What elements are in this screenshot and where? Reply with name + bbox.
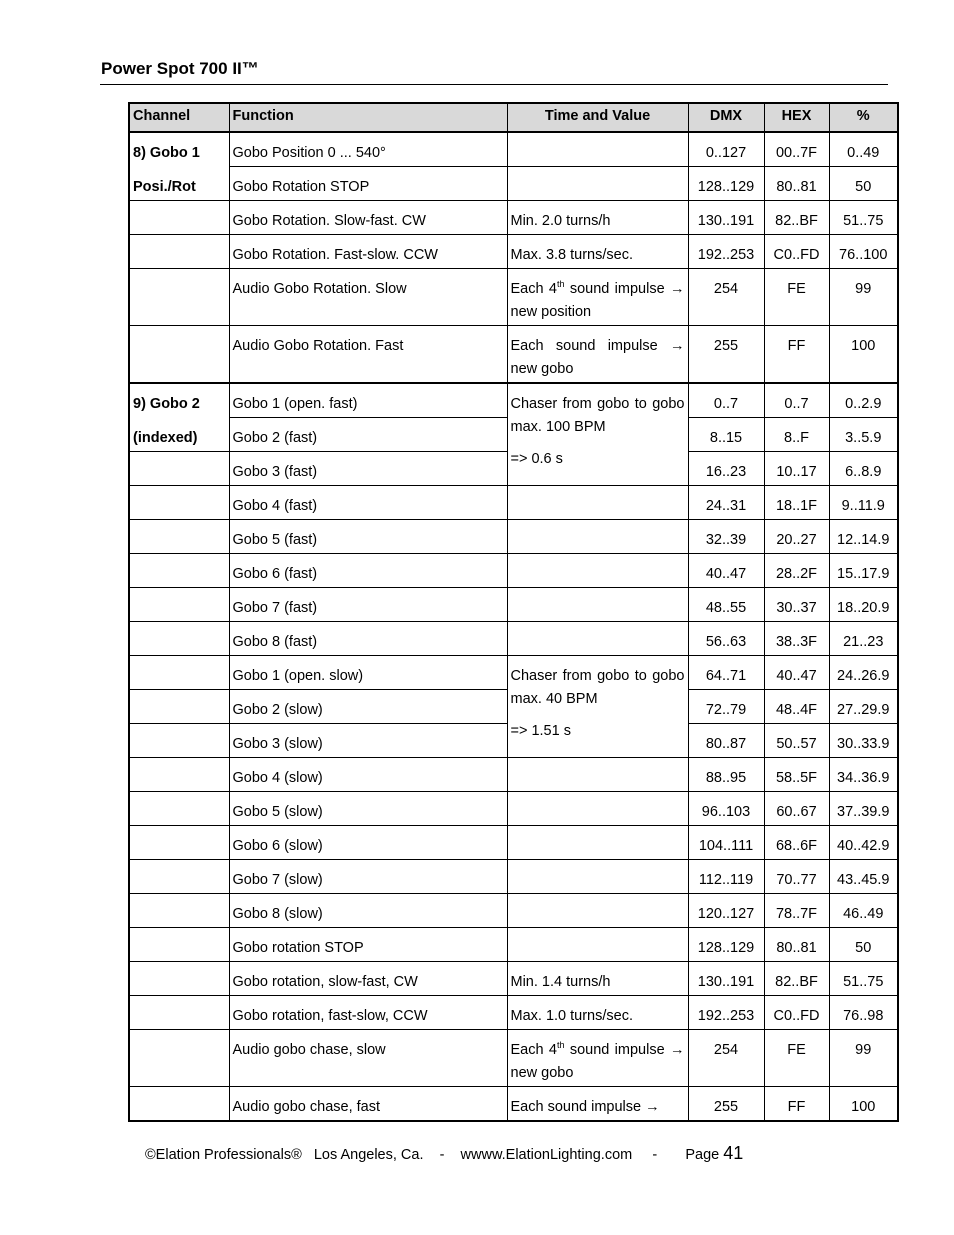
time-value-cell: Min. 1.4 turns/h (507, 962, 688, 996)
function-cell: Gobo rotation, slow-fast, CW (229, 962, 507, 996)
channel-cell (129, 894, 229, 928)
percent-cell: 50 (829, 928, 898, 962)
hex-cell: C0..FD (764, 235, 829, 269)
table-row (129, 383, 898, 418)
dmx-cell: 16..23 (688, 452, 764, 486)
function-cell: Gobo 4 (slow) (229, 758, 507, 792)
ordinal-suffix: th (556, 279, 565, 290)
hex-cell: 82..BF (764, 962, 829, 996)
table-row (129, 622, 898, 656)
dmx-cell: 8..15 (688, 418, 764, 452)
hex-cell: 68..6F (764, 826, 829, 860)
function-cell: Gobo 3 (fast) (229, 452, 507, 486)
table-row (129, 235, 898, 269)
hex-cell: 40..47 (764, 656, 829, 690)
document-title: Power Spot 700 II™ (101, 59, 259, 78)
time-value-cell: Max. 3.8 turns/sec. (507, 235, 688, 269)
time-value-cell (507, 269, 688, 326)
column-header-percent: % (829, 103, 898, 132)
function-cell: Gobo 1 (open. fast) (229, 383, 507, 418)
ordinal-suffix: th (556, 1040, 565, 1051)
column-header-time-value: Time and Value (507, 103, 688, 132)
table-row (129, 826, 898, 860)
table-row (129, 486, 898, 520)
function-cell: Audio Gobo Rotation. Fast (229, 326, 507, 384)
dmx-cell: 130..191 (688, 201, 764, 235)
channel-cell (129, 928, 229, 962)
channel-cell (129, 996, 229, 1030)
table-row (129, 962, 898, 996)
hex-cell: 50..57 (764, 724, 829, 758)
channel-cell (129, 235, 229, 269)
column-header-dmx: DMX (688, 103, 764, 132)
time-value-cell: Max. 1.0 turns/sec. (507, 996, 688, 1030)
channel-cell (129, 792, 229, 826)
table-row (129, 1087, 898, 1122)
page-footer (145, 1143, 743, 1164)
hex-cell: 30..37 (764, 588, 829, 622)
percent-cell: 99 (829, 269, 898, 326)
hex-cell: FF (764, 326, 829, 384)
time-value-cell (507, 520, 688, 554)
hex-cell: 48..4F (764, 690, 829, 724)
table-row (129, 269, 898, 326)
function-cell: Audio gobo chase, slow (229, 1030, 507, 1087)
channel-cell (129, 860, 229, 894)
hex-cell: 0..7 (764, 383, 829, 418)
function-cell: Gobo 3 (slow) (229, 724, 507, 758)
time-value-cell (507, 860, 688, 894)
hex-cell: FE (764, 269, 829, 326)
chaser-duration: => 0.6 s (510, 451, 563, 467)
percent-cell: 3..5.9 (829, 418, 898, 452)
hex-cell: 28..2F (764, 554, 829, 588)
hex-cell: 70..77 (764, 860, 829, 894)
percent-cell: 0..49 (829, 132, 898, 167)
channel-cell: 8) Gobo 1 (129, 132, 229, 167)
channel-cell (129, 452, 229, 486)
function-cell: Gobo 2 (slow) (229, 690, 507, 724)
table-row (129, 588, 898, 622)
percent-cell: 76..98 (829, 996, 898, 1030)
percent-cell: 46..49 (829, 894, 898, 928)
channel-cell (129, 622, 229, 656)
dmx-cell: 120..127 (688, 894, 764, 928)
function-cell: Gobo 6 (fast) (229, 554, 507, 588)
function-cell: Gobo 8 (fast) (229, 622, 507, 656)
table-row (129, 928, 898, 962)
channel-cell (129, 656, 229, 690)
percent-cell: 24..26.9 (829, 656, 898, 690)
table-row (129, 554, 898, 588)
time-value-cell (507, 826, 688, 860)
time-value-cell (507, 928, 688, 962)
dmx-cell: 72..79 (688, 690, 764, 724)
percent-cell: 100 (829, 326, 898, 384)
function-cell: Gobo 7 (fast) (229, 588, 507, 622)
chaser-duration: => 1.51 s (510, 723, 571, 739)
dmx-cell: 128..129 (688, 167, 764, 201)
function-cell: Gobo rotation STOP (229, 928, 507, 962)
dmx-cell: 80..87 (688, 724, 764, 758)
table-row (129, 167, 898, 201)
hex-cell: 80..81 (764, 167, 829, 201)
time-value-cell (507, 554, 688, 588)
dmx-cell: 128..129 (688, 928, 764, 962)
time-value-cell (507, 894, 688, 928)
function-cell: Gobo 2 (fast) (229, 418, 507, 452)
dmx-cell: 32..39 (688, 520, 764, 554)
dmx-cell: 112..119 (688, 860, 764, 894)
function-cell: Audio gobo chase, fast (229, 1087, 507, 1122)
time-value-cell (507, 486, 688, 520)
table-row (129, 792, 898, 826)
column-header-hex: HEX (764, 103, 829, 132)
table-header-row (129, 103, 898, 132)
dmx-cell: 192..253 (688, 235, 764, 269)
percent-cell: 50 (829, 167, 898, 201)
channel-cell (129, 554, 229, 588)
hex-cell: 18..1F (764, 486, 829, 520)
channel-cell (129, 269, 229, 326)
time-value-cell (507, 132, 688, 167)
dmx-cell: 192..253 (688, 996, 764, 1030)
function-cell: Gobo 8 (slow) (229, 894, 507, 928)
channel-cell: (indexed) (129, 418, 229, 452)
table-row (129, 326, 898, 384)
dmx-cell: 40..47 (688, 554, 764, 588)
hex-cell: 00..7F (764, 132, 829, 167)
percent-cell: 21..23 (829, 622, 898, 656)
function-cell: Gobo Position 0 ... 540° (229, 132, 507, 167)
percent-cell: 34..36.9 (829, 758, 898, 792)
dmx-cell: 96..103 (688, 792, 764, 826)
hex-cell: FE (764, 1030, 829, 1087)
percent-cell: 76..100 (829, 235, 898, 269)
percent-cell: 18..20.9 (829, 588, 898, 622)
chaser-fast-cell (507, 383, 688, 486)
hex-cell: 38..3F (764, 622, 829, 656)
time-value-text: sound impulse → new position (510, 281, 685, 320)
hex-cell: 20..27 (764, 520, 829, 554)
percent-cell: 40..42.9 (829, 826, 898, 860)
hex-cell: 10..17 (764, 452, 829, 486)
dmx-cell: 88..95 (688, 758, 764, 792)
chaser-description: Chaser from gobo to gobo max. 40 BPM (510, 668, 685, 707)
channel-cell (129, 326, 229, 384)
channel-cell (129, 962, 229, 996)
percent-cell: 43..45.9 (829, 860, 898, 894)
dmx-cell: 48..55 (688, 588, 764, 622)
percent-cell: 12..14.9 (829, 520, 898, 554)
table-row (129, 520, 898, 554)
chaser-slow-cell (507, 656, 688, 758)
hex-cell: 58..5F (764, 758, 829, 792)
hex-cell: 82..BF (764, 201, 829, 235)
channel-cell (129, 724, 229, 758)
percent-cell: 15..17.9 (829, 554, 898, 588)
hex-cell: 80..81 (764, 928, 829, 962)
hex-cell: 60..67 (764, 792, 829, 826)
time-value-cell: Min. 2.0 turns/h (507, 201, 688, 235)
dmx-cell: 254 (688, 269, 764, 326)
table-row (129, 996, 898, 1030)
channel-cell: Posi./Rot (129, 167, 229, 201)
table-row (129, 201, 898, 235)
dmx-cell: 255 (688, 1087, 764, 1122)
function-cell: Gobo Rotation. Slow-fast. CW (229, 201, 507, 235)
percent-cell: 37..39.9 (829, 792, 898, 826)
time-value-cell (507, 1030, 688, 1087)
time-value-text: Each 4 (510, 1042, 557, 1058)
hex-cell: FF (764, 1087, 829, 1122)
function-cell: Gobo 5 (slow) (229, 792, 507, 826)
channel-cell (129, 690, 229, 724)
function-cell: Gobo rotation, fast-slow, CCW (229, 996, 507, 1030)
channel-cell (129, 1087, 229, 1122)
function-cell: Gobo Rotation STOP (229, 167, 507, 201)
title-divider (100, 84, 888, 85)
dmx-cell: 24..31 (688, 486, 764, 520)
percent-cell: 99 (829, 1030, 898, 1087)
function-cell: Gobo Rotation. Fast-slow. CCW (229, 235, 507, 269)
table-row (129, 656, 898, 690)
dmx-cell: 0..127 (688, 132, 764, 167)
dmx-cell: 0..7 (688, 383, 764, 418)
function-cell: Gobo 5 (fast) (229, 520, 507, 554)
time-value-cell (507, 792, 688, 826)
time-value-cell: Each sound impulse → new gobo (507, 326, 688, 384)
time-value-cell (507, 588, 688, 622)
footer-text: ©Elation Professionals® Los Angeles, Ca. - wwww.ElationLighting.com - Page (145, 1147, 724, 1163)
hex-cell: C0..FD (764, 996, 829, 1030)
channel-cell (129, 201, 229, 235)
table-row (129, 894, 898, 928)
function-cell: Gobo 4 (fast) (229, 486, 507, 520)
page-number: 41 (723, 1143, 744, 1163)
channel-cell (129, 826, 229, 860)
column-header-function: Function (229, 103, 507, 132)
dmx-cell: 56..63 (688, 622, 764, 656)
channel-cell (129, 588, 229, 622)
hex-cell: 8..F (764, 418, 829, 452)
percent-cell: 9..11.9 (829, 486, 898, 520)
table-row (129, 1030, 898, 1087)
dmx-cell: 254 (688, 1030, 764, 1087)
function-cell: Gobo 1 (open. slow) (229, 656, 507, 690)
function-cell: Gobo 6 (slow) (229, 826, 507, 860)
percent-cell: 30..33.9 (829, 724, 898, 758)
function-cell: Audio Gobo Rotation. Slow (229, 269, 507, 326)
percent-cell: 6..8.9 (829, 452, 898, 486)
time-value-cell (507, 167, 688, 201)
channel-cell: 9) Gobo 2 (129, 383, 229, 418)
time-value-text: sound impulse → new gobo (510, 1042, 685, 1081)
channel-cell (129, 1030, 229, 1087)
channel-cell (129, 520, 229, 554)
function-cell: Gobo 7 (slow) (229, 860, 507, 894)
channel-cell (129, 486, 229, 520)
column-header-channel: Channel (129, 103, 229, 132)
percent-cell: 51..75 (829, 962, 898, 996)
percent-cell: 100 (829, 1087, 898, 1122)
dmx-cell: 130..191 (688, 962, 764, 996)
percent-cell: 0..2.9 (829, 383, 898, 418)
time-value-cell (507, 622, 688, 656)
time-value-text: Each 4 (510, 281, 557, 297)
percent-cell: 27..29.9 (829, 690, 898, 724)
channel-cell (129, 758, 229, 792)
time-value-cell (507, 758, 688, 792)
dmx-channel-table (128, 102, 899, 1122)
percent-cell: 51..75 (829, 201, 898, 235)
table-row (129, 758, 898, 792)
hex-cell: 78..7F (764, 894, 829, 928)
dmx-cell: 255 (688, 326, 764, 384)
table-row (129, 132, 898, 167)
time-value-cell: Each sound impulse → (507, 1087, 688, 1122)
dmx-cell: 104..111 (688, 826, 764, 860)
chaser-description: Chaser from gobo to gobo max. 100 BPM (510, 396, 685, 435)
table-row (129, 860, 898, 894)
dmx-cell: 64..71 (688, 656, 764, 690)
